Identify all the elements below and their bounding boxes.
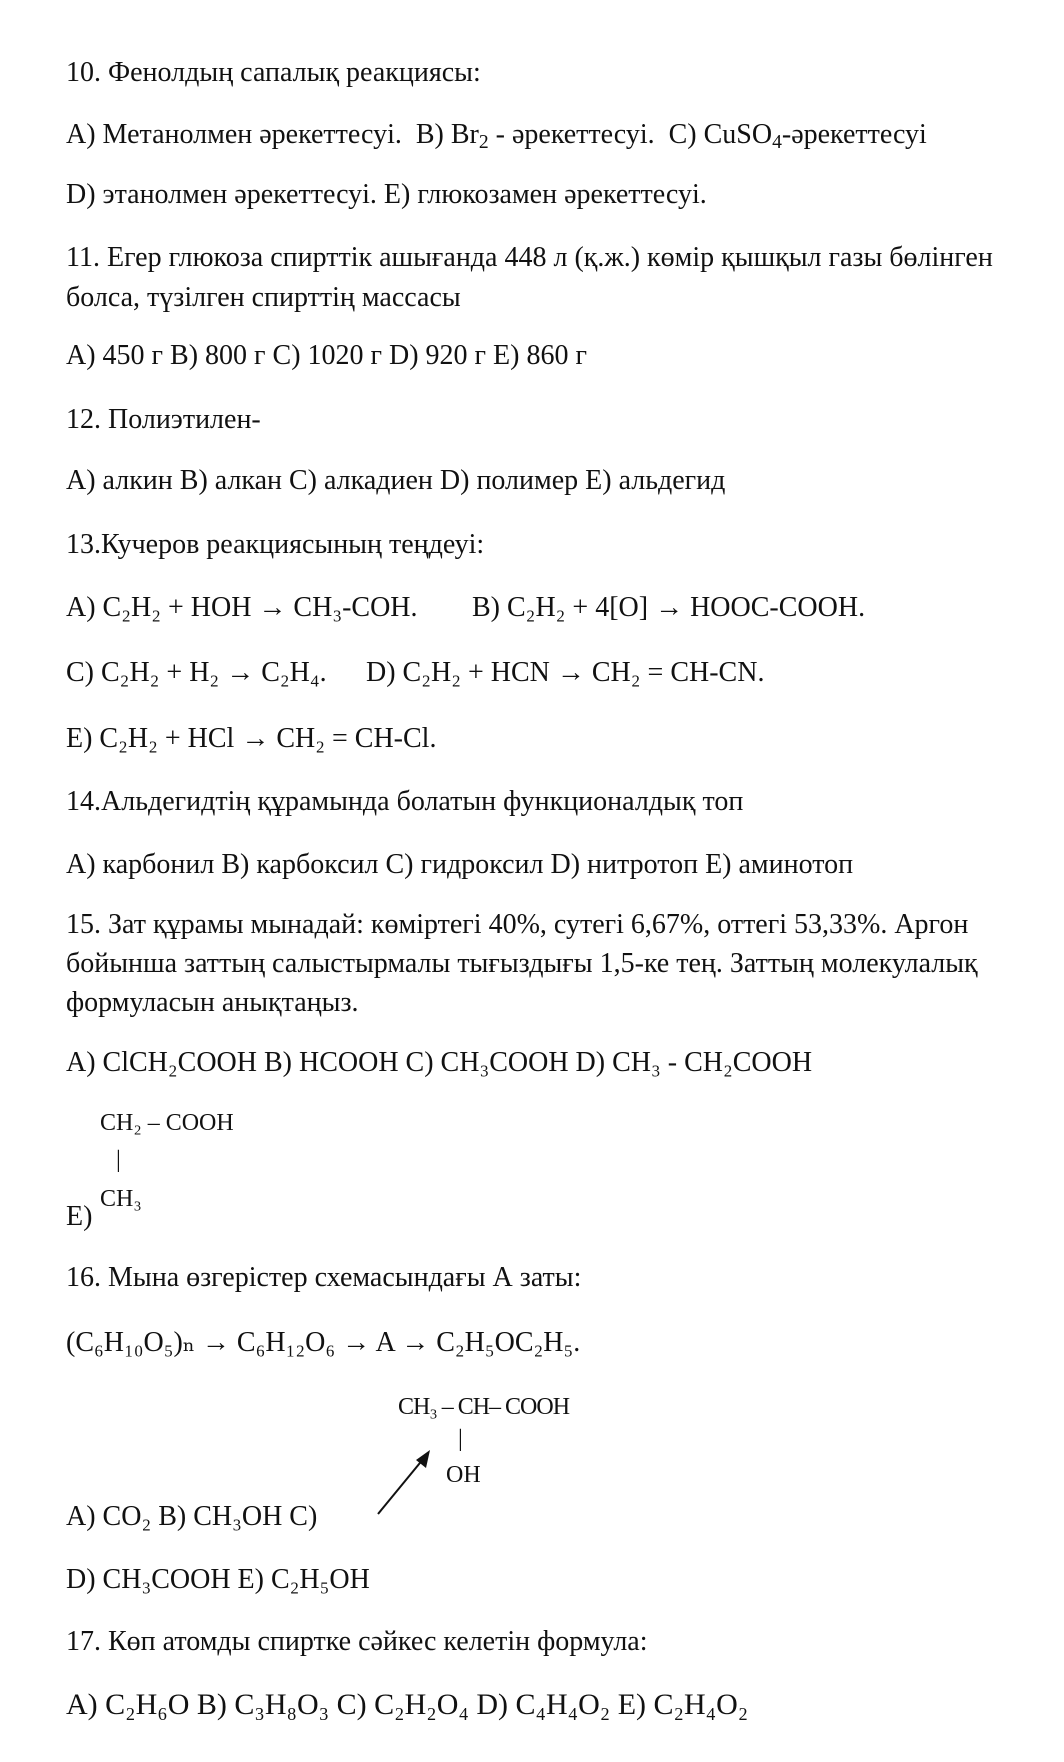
q15-title-line2: бойынша заттың салыстырмалы тығыздығы 1,5-ке тең. Заттың молекулалық [66,948,978,979]
q12-answers: A) алкин B) алкан C) алкадиен D) полимер E) альдегид [66,465,726,496]
q11-answers: A) 450 г B) 800 г C) 1020 г D) 920 г E) 860 г [66,340,587,371]
q10-title: 10. Фенолдың сапалық реакциясы: [66,57,481,88]
q13-answer-b: B) C₂H₂ + 4[O] → HOOC-COOH. [472,592,866,623]
q16-structure-top: CH₃ – CH– COOH [398,1394,570,1420]
q13-answer-d: D) C₂H₂ + HCN → CH₂ = CH-CN. [366,657,765,688]
q16-scheme: (C₆H₁₀O₅)ₙ → C₆H₁₂O₆ → A → C₂H₅OC₂H₅. [66,1327,581,1358]
q15-answers: A) ClCH₂COOH B) HCOOH C) CH₃COOH D) CH₃ - CH₂COOH [66,1047,813,1078]
q15-answer-e-label: E) [66,1201,93,1232]
q13-answer-c: C) C₂H₂ + H₂ → C₂H₄. [66,657,327,688]
q10-answers-line2: D) этанолмен әрекеттесуі. E) глюкозамен әрекеттесуі. [66,179,707,210]
q15-e-formula-bottom: CH₃ [100,1186,142,1212]
q16-answers-line2: D) CH₃COOH E) C₂H₅OH [66,1564,370,1595]
q15-title-line3: формуласын анықтаңыз. [66,987,359,1018]
q14-answers: A) карбонил B) карбоксил C) гидроксил D) нитротоп E) аминотоп [66,849,854,880]
q13-answer-e: E) C₂H₂ + HCl → CH₂ = CH-Cl. [66,723,437,754]
q16-pointer-arrow [372,1448,434,1518]
q10-answer-a: A) Метанолмен әрекеттесуі. [66,119,402,150]
q16-title: 16. Мына өзгерістер схемасындағы А заты: [66,1262,582,1293]
q15-title-line1: 15. Зат құрамы мынадай: көміртегі 40%, сутегі 6,67%, оттегі 53,33%. Аргон [66,909,969,940]
q15-e-formula-top: CH₂ – COOH [100,1110,234,1136]
q14-title: 14.Альдегидтің құрамында болатын функционалдық топ [66,786,744,817]
q11-title-line1: 11. Егер глюкоза спирттік ашығанда 448 л (қ.ж.) көмір қышқыл газы бөлінген [66,242,993,273]
q16-structure-bond: | [458,1426,463,1452]
q11-title-line2: болса, түзілген спирттің массасы [66,282,461,313]
q16-answers-line1: A) CO₂ B) CH₃OH C) [66,1501,318,1532]
q12-title: 12. Полиэтилен- [66,404,261,435]
q13-title: 13.Кучеров реакциясының теңдеуі: [66,529,485,560]
q10-answer-b: B) $Br_2$ - әрекеттесуі. [415,119,655,153]
q13-answer-a: A) C₂H₂ + HOH → CH₃-COH. [66,592,418,623]
q16-structure-bottom: OH [446,1462,481,1488]
q17-title: 17. Көп атомды спиртке сәйкес келетін формула: [66,1626,648,1657]
q15-e-formula-bond: | [116,1147,121,1173]
q10-answers-line1 [66,118,927,152]
q10-answer-c: C) CuSO$_4$-әрекеттесуі [668,119,927,153]
q17-answers: A) C₂H₆O B) C₃H₈O₃ C) C₂H₂O₄ D) C₄H₄O₂ E) C₂H₄O₂ [66,1688,749,1721]
